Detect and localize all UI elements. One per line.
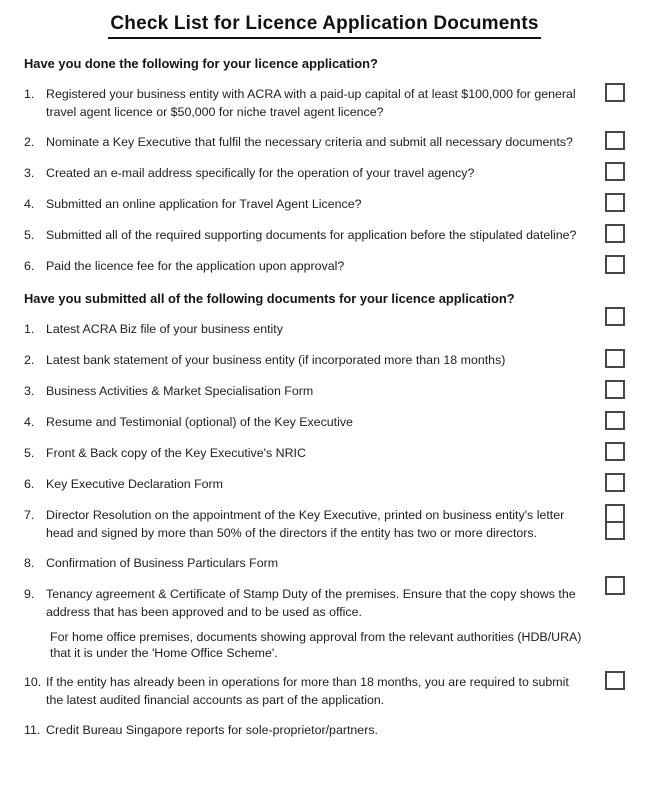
checkbox[interactable] [605,83,625,102]
item-number: 4. [24,415,35,429]
item-text: Business Activities & Market Specialisation Form [46,384,314,398]
item-number: 9. [24,587,35,601]
checkbox[interactable] [605,162,625,181]
item-number: 6. [24,477,35,491]
checkbox[interactable] [605,380,625,399]
checkbox[interactable] [605,473,625,492]
checklist-item-s2-6 [24,475,625,494]
item-number: 1. [24,87,35,101]
checklist-item-s2-10 [24,673,625,709]
item-number: 2. [24,353,35,367]
checklist-item-s2-3 [24,382,625,401]
checklist-item-s2-2 [24,351,625,370]
item-text: Paid the licence fee for the application upon approval? [46,259,345,273]
checkbox[interactable] [605,411,625,430]
item-text: Submitted all of the required supporting documents for application before the stipulated dateline? [46,228,577,242]
item-text: Latest bank statement of your business entity (if incorporated more than 18 months) [46,353,506,367]
checklist-item-s1-4 [24,195,625,214]
checklist-item-s1-1 [24,85,625,121]
checklist-item-s2-4 [24,413,625,432]
checklist-item-s2-11 [24,721,625,739]
item-number: 5. [24,228,35,242]
item-number: 7. [24,508,35,522]
item-text: Resume and Testimonial (optional) of the Key Executive [46,415,353,429]
checklist-item-s2-5 [24,444,625,463]
item-number: 6. [24,259,35,273]
item-text: Confirmation of Business Particulars Form [46,556,279,570]
item-number: 8. [24,556,35,570]
item-number: 2. [24,135,35,149]
item-number: 10. [24,675,42,689]
checkbox[interactable] [605,307,625,326]
item-text: Created an e-mail address specifically for the operation of your travel agency? [46,166,475,180]
checkbox[interactable] [605,131,625,150]
item-number: 5. [24,446,35,460]
checklist-item-s2-9 [24,585,625,661]
item-number: 4. [24,197,35,211]
item-text: Nominate a Key Executive that fulfil the necessary criteria and submit all necessary documents? [46,135,573,149]
checkbox[interactable] [605,255,625,274]
item-text: Key Executive Declaration Form [46,477,223,491]
item-number: 3. [24,166,35,180]
item-number: 11. [24,723,41,737]
checklist-item-s2-1 [24,320,625,339]
item-text: Credit Bureau Singapore reports for sole-proprietor/partners. [46,723,378,737]
item-number: 3. [24,384,35,398]
checkbox[interactable] [605,671,625,690]
item-text: If the entity has already been in operations for more than 18 months, you are required to submit the latest audited financial accounts as part of the application. [46,675,569,707]
checklist-item-s1-6 [24,257,625,276]
checkbox[interactable] [605,442,625,461]
section1-heading: Have you done the following for your licence application? [24,56,378,71]
item-text-wrap [46,585,586,661]
item-note: For home office premises, documents showing approval from the relevant authorities (HDB/URA) that it is under the 'Home Office Scheme'. [50,630,582,660]
checklist-item-s2-8 [24,554,625,573]
checklist-item-s1-5 [24,226,625,245]
checklist-item-s1-2 [24,133,625,152]
checklist-item-s1-3 [24,164,625,183]
item-text: Director Resolution on the appointment of the Key Executive, printed on business entity's letter head and signed by more than 50% of the directors if the entity has two or more directors. [46,508,565,540]
checkbox[interactable] [605,193,625,212]
checkbox[interactable] [605,521,625,540]
checklist-item-s2-7 [24,506,625,542]
item-text: Front & Back copy of the Key Executive's NRIC [46,446,306,460]
section2-heading: Have you submitted all of the following documents for your licence application? [24,291,515,306]
item-text: Submitted an online application for Travel Agent Licence? [46,197,362,211]
checkbox[interactable] [605,349,625,368]
checkbox[interactable] [605,576,625,595]
item-text: Registered your business entity with ACRA with a paid-up capital of at least $100,000 for general travel agent licence or $50,000 for niche travel agent licence? [46,87,576,119]
item-text: Tenancy agreement & Certificate of Stamp Duty of the premises. Ensure that the copy shows the address that has been approved and to be used as office. [46,587,576,619]
checkbox[interactable] [605,224,625,243]
item-number: 1. [24,322,35,336]
document-title-wrap [24,12,625,39]
document-title: Check List for Licence Application Documents [108,12,540,39]
item-text: Latest ACRA Biz file of your business entity [46,322,283,336]
